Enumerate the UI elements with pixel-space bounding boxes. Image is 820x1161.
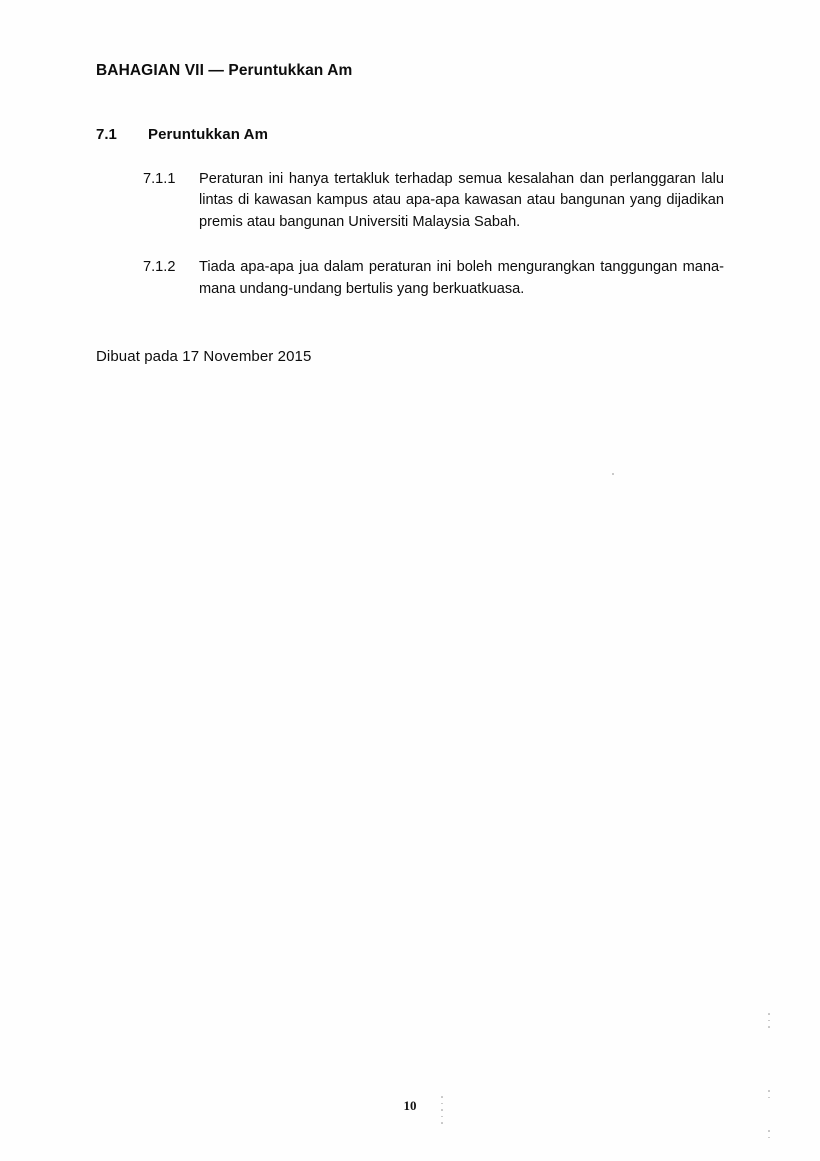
section-title: Peruntukkan Am xyxy=(148,125,269,143)
page-number: 10 xyxy=(403,1098,417,1113)
scan-artifact-dots-right-upper xyxy=(768,1013,770,1033)
scan-artifact-dots-right-lower xyxy=(768,1130,770,1143)
clause-text: Tiada apa-apa jua dalam peraturan ini boleh mengurangkan tanggungan mana-mana undang-undang bertulis yang berkuatkuasa. xyxy=(199,259,724,297)
clause-text: Peraturan ini hanya tertakluk terhadap semua kesalahan dan perlanggaran lalu lintas di kawasan kampus atau apa-apa kawasan atau bangunan yang dijadikan premis atau bangunan Universiti Malaysia Sabah. xyxy=(199,170,724,230)
part-heading: BAHAGIAN VII — Peruntukkan Am xyxy=(96,62,353,79)
document-body xyxy=(96,62,724,367)
clause-number: 7.1.1 xyxy=(143,170,176,187)
clause-7-1-2 xyxy=(143,257,724,300)
clause-7-1-1 xyxy=(143,169,724,234)
made-on-date: Dibuat pada 17 November 2015 xyxy=(96,348,312,366)
section-number: 7.1 xyxy=(96,125,117,143)
section-heading xyxy=(96,126,724,143)
clause-number: 7.1.2 xyxy=(143,259,176,276)
scan-speck-icon xyxy=(612,473,614,475)
